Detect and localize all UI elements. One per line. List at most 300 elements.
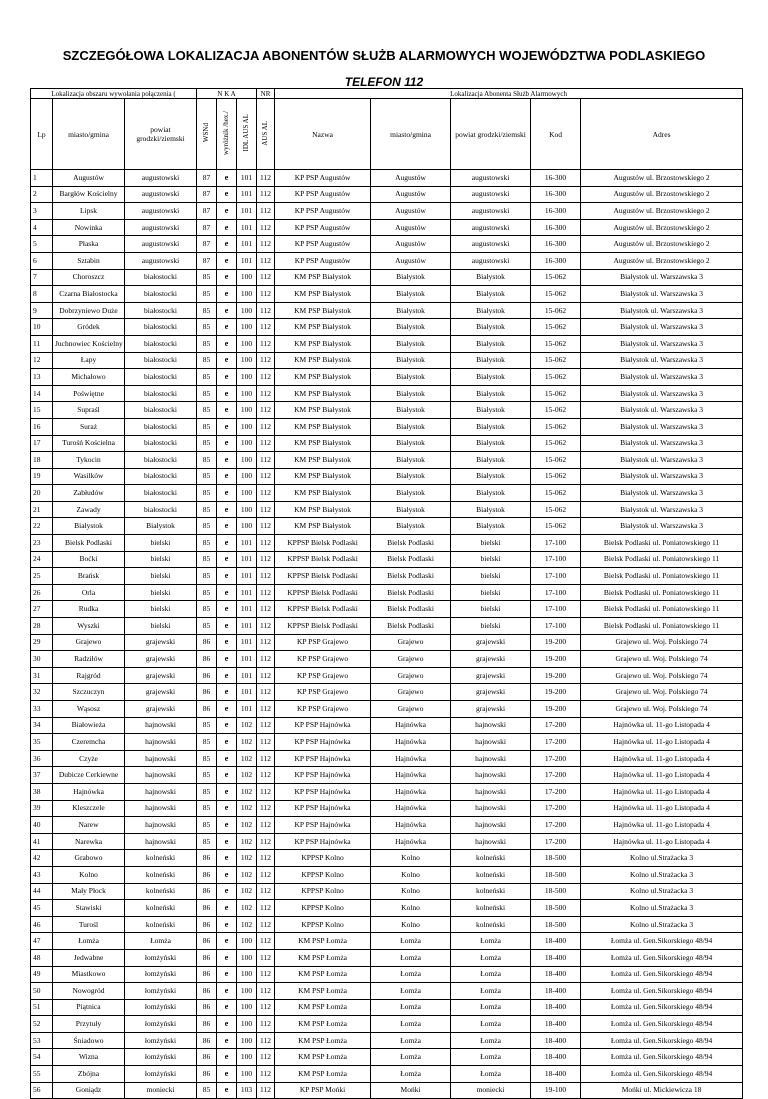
cell-miasto: Grabowo [53, 850, 125, 867]
cell-lp: 2 [31, 186, 53, 203]
cell-adres: Białystok ul. Warszawska 3 [581, 518, 743, 535]
cell-miasto: Rajgród [53, 667, 125, 684]
cell-miasto2: Hajnówka [371, 817, 451, 834]
cell-miasto: Rudka [53, 601, 125, 618]
table-row [31, 999, 743, 1016]
cell-idl: 100 [237, 966, 257, 983]
cell-adres: Hajnówka ul. 11-go Listopada 4 [581, 783, 743, 800]
cell-nazwa: KP PSP Grajewo [275, 684, 371, 701]
table-row [31, 418, 743, 435]
cell-lp: 16 [31, 418, 53, 435]
cell-adres: Augustów ul. Brzostowskiego 2 [581, 186, 743, 203]
cell-nazwa: KP PSP Hajnówka [275, 734, 371, 751]
table-row [31, 568, 743, 585]
cell-lp: 14 [31, 385, 53, 402]
table-row [31, 883, 743, 900]
cell-wyr: e [217, 1082, 237, 1099]
cell-powiat2: Białystok [451, 418, 531, 435]
cell-aus: 112 [257, 302, 275, 319]
cell-nazwa: KPPSP Bielsk Podlaski [275, 618, 371, 635]
cell-adres: Hajnówka ul. 11-go Listopada 4 [581, 833, 743, 850]
cell-wyr: e [217, 551, 237, 568]
cell-wyr: e [217, 568, 237, 585]
cell-powiat: hajnowski [125, 833, 197, 850]
cell-powiat: grajewski [125, 667, 197, 684]
cell-lp: 5 [31, 236, 53, 253]
cell-wyr: e [217, 866, 237, 883]
cell-powiat2: augustowski [451, 203, 531, 220]
cell-wyr: e [217, 385, 237, 402]
cell-kod: 15-062 [531, 269, 581, 286]
cell-adres: Hajnówka ul. 11-go Listopada 4 [581, 750, 743, 767]
cell-miasto: Grajewo [53, 634, 125, 651]
cell-kod: 15-062 [531, 286, 581, 303]
cell-adres: Bielsk Podlaski ul. Poniatowskiego 11 [581, 535, 743, 552]
cell-wyr: e [217, 667, 237, 684]
cell-powiat2: augustowski [451, 170, 531, 187]
cell-miasto2: Bielsk Podlaski [371, 568, 451, 585]
cell-powiat2: Białystok [451, 435, 531, 452]
cell-nazwa: KM PSP Białystok [275, 501, 371, 518]
cell-powiat: białostocki [125, 435, 197, 452]
cell-miasto: Czeremcha [53, 734, 125, 751]
cell-miasto2: Łomża [371, 966, 451, 983]
header-nka: N K A [197, 89, 257, 99]
cell-wyr: e [217, 236, 237, 253]
cell-powiat: białostocki [125, 418, 197, 435]
cell-miasto: Hajnówka [53, 783, 125, 800]
cell-powiat: białostocki [125, 402, 197, 419]
cell-miasto: Dobrzyniewo Duże [53, 302, 125, 319]
cell-miasto: Poświętne [53, 385, 125, 402]
cell-kod: 18-500 [531, 850, 581, 867]
col-wsn-label: WSNd [202, 123, 211, 143]
cell-powiat2: Białystok [451, 286, 531, 303]
cell-adres: Kolno ul.Strażacka 3 [581, 900, 743, 917]
cell-lp: 24 [31, 551, 53, 568]
cell-nazwa: KM PSP Białystok [275, 335, 371, 352]
cell-wsn: 86 [197, 1032, 217, 1049]
cell-adres: Białystok ul. Warszawska 3 [581, 385, 743, 402]
cell-kod: 18-400 [531, 983, 581, 1000]
cell-aus: 112 [257, 983, 275, 1000]
cell-wyr: e [217, 900, 237, 917]
cell-wyr: e [217, 402, 237, 419]
cell-lp: 21 [31, 501, 53, 518]
cell-aus: 112 [257, 352, 275, 369]
cell-aus: 112 [257, 485, 275, 502]
cell-kod: 17-200 [531, 833, 581, 850]
cell-powiat2: grajewski [451, 684, 531, 701]
cell-wsn: 86 [197, 900, 217, 917]
cell-adres: Kolno ul.Strażacka 3 [581, 850, 743, 867]
cell-powiat: bielski [125, 551, 197, 568]
cell-wsn: 86 [197, 883, 217, 900]
cell-wyr: e [217, 949, 237, 966]
cell-kod: 18-500 [531, 900, 581, 917]
cell-powiat2: hajnowski [451, 717, 531, 734]
cell-lp: 23 [31, 535, 53, 552]
cell-idl: 100 [237, 1049, 257, 1066]
cell-powiat: augustowski [125, 203, 197, 220]
cell-lp: 55 [31, 1066, 53, 1083]
cell-miasto2: Augustów [371, 203, 451, 220]
cell-aus: 112 [257, 435, 275, 452]
cell-wyr: e [217, 933, 237, 950]
cell-kod: 17-100 [531, 601, 581, 618]
cell-miasto: Mały Płock [53, 883, 125, 900]
cell-kod: 19-200 [531, 667, 581, 684]
table-row [31, 203, 743, 220]
cell-aus: 112 [257, 933, 275, 950]
cell-powiat: białostocki [125, 385, 197, 402]
cell-idl: 102 [237, 734, 257, 751]
cell-wyr: e [217, 734, 237, 751]
cell-aus: 112 [257, 866, 275, 883]
cell-miasto: Jedwabne [53, 949, 125, 966]
cell-adres: Bielsk Podlaski ul. Poniatowskiego 11 [581, 551, 743, 568]
cell-adres: Łomża ul. Gen.Sikorskiego 48/94 [581, 983, 743, 1000]
cell-miasto: Kolno [53, 866, 125, 883]
cell-miasto2: Kolno [371, 850, 451, 867]
cell-miasto2: Białystok [371, 518, 451, 535]
cell-lp: 26 [31, 584, 53, 601]
cell-lp: 39 [31, 800, 53, 817]
cell-wsn: 87 [197, 203, 217, 220]
cell-wsn: 85 [197, 601, 217, 618]
cell-idl: 100 [237, 402, 257, 419]
table-row [31, 452, 743, 469]
cell-wsn: 85 [197, 551, 217, 568]
cell-kod: 19-100 [531, 1082, 581, 1099]
col-powiat: powiat grodzki/ziemski [125, 99, 197, 170]
cell-nazwa: KM PSP Łomża [275, 949, 371, 966]
cell-powiat: bielski [125, 618, 197, 635]
cell-wsn: 87 [197, 252, 217, 269]
cell-aus: 112 [257, 551, 275, 568]
cell-powiat2: Łomża [451, 1032, 531, 1049]
col-wyroznik-label: wyróżnik /hex./ [222, 111, 231, 155]
cell-miasto: Wąsosz [53, 701, 125, 718]
cell-nazwa: KM PSP Białystok [275, 468, 371, 485]
table-row [31, 767, 743, 784]
table-row [31, 369, 743, 386]
cell-kod: 18-500 [531, 916, 581, 933]
cell-nazwa: KM PSP Łomża [275, 1032, 371, 1049]
cell-aus: 112 [257, 1066, 275, 1083]
cell-wyr: e [217, 767, 237, 784]
cell-idl: 102 [237, 883, 257, 900]
cell-adres: Augustów ul. Brzostowskiego 2 [581, 236, 743, 253]
cell-powiat: kolneński [125, 850, 197, 867]
cell-adres: Kolno ul.Strażacka 3 [581, 916, 743, 933]
cell-adres: Kolno ul.Strażacka 3 [581, 883, 743, 900]
cell-lp: 27 [31, 601, 53, 618]
cell-aus: 112 [257, 667, 275, 684]
cell-kod: 15-062 [531, 468, 581, 485]
cell-kod: 15-062 [531, 352, 581, 369]
cell-lp: 19 [31, 468, 53, 485]
cell-miasto2: Bielsk Podlaski [371, 584, 451, 601]
cell-adres: Kolno ul.Strażacka 3 [581, 866, 743, 883]
cell-miasto: Łomża [53, 933, 125, 950]
cell-lp: 18 [31, 452, 53, 469]
cell-powiat: bielski [125, 535, 197, 552]
cell-idl: 101 [237, 170, 257, 187]
cell-miasto: Radziłów [53, 651, 125, 668]
cell-powiat: grajewski [125, 651, 197, 668]
cell-miasto: Kleszczele [53, 800, 125, 817]
cell-aus: 112 [257, 203, 275, 220]
cell-wyr: e [217, 1032, 237, 1049]
cell-powiat2: moniecki [451, 1082, 531, 1099]
cell-miasto: Turośl [53, 916, 125, 933]
cell-lp: 11 [31, 335, 53, 352]
cell-wsn: 85 [197, 269, 217, 286]
cell-kod: 18-400 [531, 1066, 581, 1083]
cell-powiat: łomżyński [125, 1049, 197, 1066]
cell-miasto: Stawiski [53, 900, 125, 917]
cell-miasto2: Augustów [371, 219, 451, 236]
cell-powiat2: augustowski [451, 219, 531, 236]
cell-wsn: 85 [197, 800, 217, 817]
cell-aus: 112 [257, 734, 275, 751]
cell-powiat: białostocki [125, 319, 197, 336]
cell-aus: 112 [257, 286, 275, 303]
cell-aus: 112 [257, 966, 275, 983]
cell-wsn: 85 [197, 435, 217, 452]
cell-nazwa: KM PSP Białystok [275, 435, 371, 452]
cell-miasto2: Białystok [371, 385, 451, 402]
cell-miasto: Płaska [53, 236, 125, 253]
cell-adres: Białystok ul. Warszawska 3 [581, 435, 743, 452]
cell-miasto: Bargłów Kościelny [53, 186, 125, 203]
cell-idl: 101 [237, 601, 257, 618]
cell-adres: Bielsk Podlaski ul. Poniatowskiego 11 [581, 601, 743, 618]
table-row [31, 717, 743, 734]
cell-miasto: Suraż [53, 418, 125, 435]
cell-wyr: e [217, 170, 237, 187]
cell-miasto: Szczuczyn [53, 684, 125, 701]
cell-idl: 100 [237, 269, 257, 286]
cell-kod: 16-300 [531, 186, 581, 203]
cell-powiat2: Białystok [451, 269, 531, 286]
cell-nazwa: KP PSP Hajnówka [275, 767, 371, 784]
cell-powiat2: hajnowski [451, 817, 531, 834]
cell-powiat: łomżyński [125, 966, 197, 983]
cell-kod: 15-062 [531, 385, 581, 402]
cell-nazwa: KPPSP Kolno [275, 883, 371, 900]
cell-wyr: e [217, 435, 237, 452]
table-row [31, 933, 743, 950]
cell-powiat2: Białystok [451, 501, 531, 518]
cell-idl: 100 [237, 1032, 257, 1049]
cell-wsn: 85 [197, 734, 217, 751]
cell-nazwa: KP PSP Hajnówka [275, 817, 371, 834]
cell-nazwa: KM PSP Łomża [275, 933, 371, 950]
cell-nazwa: KP PSP Hajnówka [275, 783, 371, 800]
cell-miasto2: Łomża [371, 999, 451, 1016]
cell-kod: 18-400 [531, 1049, 581, 1066]
cell-idl: 100 [237, 335, 257, 352]
cell-aus: 112 [257, 750, 275, 767]
cell-aus: 112 [257, 850, 275, 867]
cell-adres: Hajnówka ul. 11-go Listopada 4 [581, 767, 743, 784]
table-row [31, 783, 743, 800]
cell-wyr: e [217, 219, 237, 236]
cell-wyr: e [217, 817, 237, 834]
cell-wyr: e [217, 684, 237, 701]
cell-kod: 17-200 [531, 750, 581, 767]
cell-wyr: e [217, 1016, 237, 1033]
cell-powiat: augustowski [125, 252, 197, 269]
table-row [31, 551, 743, 568]
cell-kod: 18-400 [531, 949, 581, 966]
cell-adres: Grajewo ul. Woj. Polskiego 74 [581, 701, 743, 718]
cell-powiat2: Białystok [451, 518, 531, 535]
cell-kod: 15-062 [531, 335, 581, 352]
cell-wyr: e [217, 518, 237, 535]
cell-powiat2: kolneński [451, 883, 531, 900]
cell-idl: 100 [237, 501, 257, 518]
cell-aus: 112 [257, 949, 275, 966]
cell-nazwa: KPPSP Bielsk Podlaski [275, 551, 371, 568]
cell-idl: 101 [237, 701, 257, 718]
cell-wyr: e [217, 983, 237, 1000]
table-row [31, 286, 743, 303]
cell-nazwa: KP PSP Augustów [275, 252, 371, 269]
cell-wsn: 86 [197, 866, 217, 883]
cell-miasto: Bielsk Podlaski [53, 535, 125, 552]
cell-kod: 17-200 [531, 783, 581, 800]
cell-miasto2: Grajewo [371, 651, 451, 668]
cell-adres: Białystok ul. Warszawska 3 [581, 468, 743, 485]
cell-kod: 15-062 [531, 418, 581, 435]
cell-nazwa: KP PSP Augustów [275, 186, 371, 203]
cell-miasto2: Kolno [371, 883, 451, 900]
cell-nazwa: KM PSP Łomża [275, 1016, 371, 1033]
cell-powiat: białostocki [125, 352, 197, 369]
cell-kod: 17-200 [531, 717, 581, 734]
cell-aus: 112 [257, 236, 275, 253]
cell-idl: 100 [237, 452, 257, 469]
cell-miasto2: Łomża [371, 949, 451, 966]
cell-aus: 112 [257, 186, 275, 203]
cell-wsn: 86 [197, 933, 217, 950]
cell-nazwa: KM PSP Białystok [275, 418, 371, 435]
document-title: SZCZEGÓŁOWA LOKALIZACJA ABONENTÓW SŁUŻB ALARMOWYCH WOJEWÓDZTWA PODLASKIEGO [62, 48, 706, 63]
cell-lp: 7 [31, 269, 53, 286]
cell-powiat2: kolneński [451, 916, 531, 933]
cell-adres: Łomża ul. Gen.Sikorskiego 48/94 [581, 966, 743, 983]
cell-wyr: e [217, 584, 237, 601]
cell-miasto2: Łomża [371, 1066, 451, 1083]
cell-powiat2: grajewski [451, 651, 531, 668]
cell-lp: 10 [31, 319, 53, 336]
cell-adres: Białystok ul. Warszawska 3 [581, 485, 743, 502]
cell-nazwa: KM PSP Białystok [275, 319, 371, 336]
cell-adres: Hajnówka ul. 11-go Listopada 4 [581, 800, 743, 817]
cell-powiat2: hajnowski [451, 783, 531, 800]
cell-adres: Łomża ul. Gen.Sikorskiego 48/94 [581, 1066, 743, 1083]
cell-powiat: augustowski [125, 186, 197, 203]
cell-aus: 112 [257, 883, 275, 900]
cell-powiat2: hajnowski [451, 767, 531, 784]
cell-powiat2: Białystok [451, 302, 531, 319]
cell-nazwa: KPPSP Bielsk Podlaski [275, 584, 371, 601]
cell-miasto: Goniądz [53, 1082, 125, 1099]
cell-powiat: białostocki [125, 286, 197, 303]
cell-adres: Białystok ul. Warszawska 3 [581, 369, 743, 386]
cell-wyr: e [217, 335, 237, 352]
cell-idl: 100 [237, 949, 257, 966]
cell-miasto: Nowinka [53, 219, 125, 236]
cell-miasto2: Hajnówka [371, 833, 451, 850]
cell-kod: 17-100 [531, 535, 581, 552]
cell-kod: 18-400 [531, 933, 581, 950]
cell-nazwa: KP PSP Augustów [275, 219, 371, 236]
cell-wyr: e [217, 966, 237, 983]
cell-adres: Łomża ul. Gen.Sikorskiego 48/94 [581, 999, 743, 1016]
cell-aus: 112 [257, 634, 275, 651]
cell-aus: 112 [257, 402, 275, 419]
cell-powiat2: Białystok [451, 468, 531, 485]
cell-miasto2: Białystok [371, 369, 451, 386]
cell-wyr: e [217, 1066, 237, 1083]
cell-miasto2: Białystok [371, 335, 451, 352]
cell-wyr: e [217, 369, 237, 386]
table-row [31, 236, 743, 253]
cell-wyr: e [217, 302, 237, 319]
table-row [31, 983, 743, 1000]
cell-powiat: moniecki [125, 1082, 197, 1099]
cell-powiat2: kolneński [451, 900, 531, 917]
cell-powiat: białostocki [125, 501, 197, 518]
cell-kod: 17-200 [531, 734, 581, 751]
cell-powiat: grajewski [125, 634, 197, 651]
cell-idl: 102 [237, 817, 257, 834]
cell-miasto2: Hajnówka [371, 750, 451, 767]
cell-miasto: Zabłudów [53, 485, 125, 502]
cell-aus: 112 [257, 369, 275, 386]
cell-idl: 100 [237, 352, 257, 369]
cell-idl: 100 [237, 1016, 257, 1033]
cell-lp: 38 [31, 783, 53, 800]
cell-powiat: kolneński [125, 916, 197, 933]
cell-adres: Augustów ul. Brzostowskiego 2 [581, 170, 743, 187]
cell-lp: 12 [31, 352, 53, 369]
cell-wsn: 87 [197, 170, 217, 187]
cell-idl: 102 [237, 717, 257, 734]
cell-powiat: łomżyński [125, 949, 197, 966]
cell-lp: 25 [31, 568, 53, 585]
cell-wsn: 85 [197, 369, 217, 386]
cell-adres: Grajewo ul. Woj. Polskiego 74 [581, 667, 743, 684]
cell-lp: 49 [31, 966, 53, 983]
cell-miasto2: Augustów [371, 170, 451, 187]
cell-lp: 54 [31, 1049, 53, 1066]
cell-powiat: kolneński [125, 866, 197, 883]
cell-idl: 100 [237, 435, 257, 452]
header-left-group: Lokalizacja obszaru wywołania połączenia ( [31, 89, 197, 99]
cell-nazwa: KM PSP Łomża [275, 999, 371, 1016]
cell-wsn: 86 [197, 684, 217, 701]
cell-miasto: Piątnica [53, 999, 125, 1016]
cell-wsn: 85 [197, 468, 217, 485]
cell-nazwa: KM PSP Białystok [275, 269, 371, 286]
cell-idl: 101 [237, 667, 257, 684]
cell-aus: 112 [257, 1016, 275, 1033]
